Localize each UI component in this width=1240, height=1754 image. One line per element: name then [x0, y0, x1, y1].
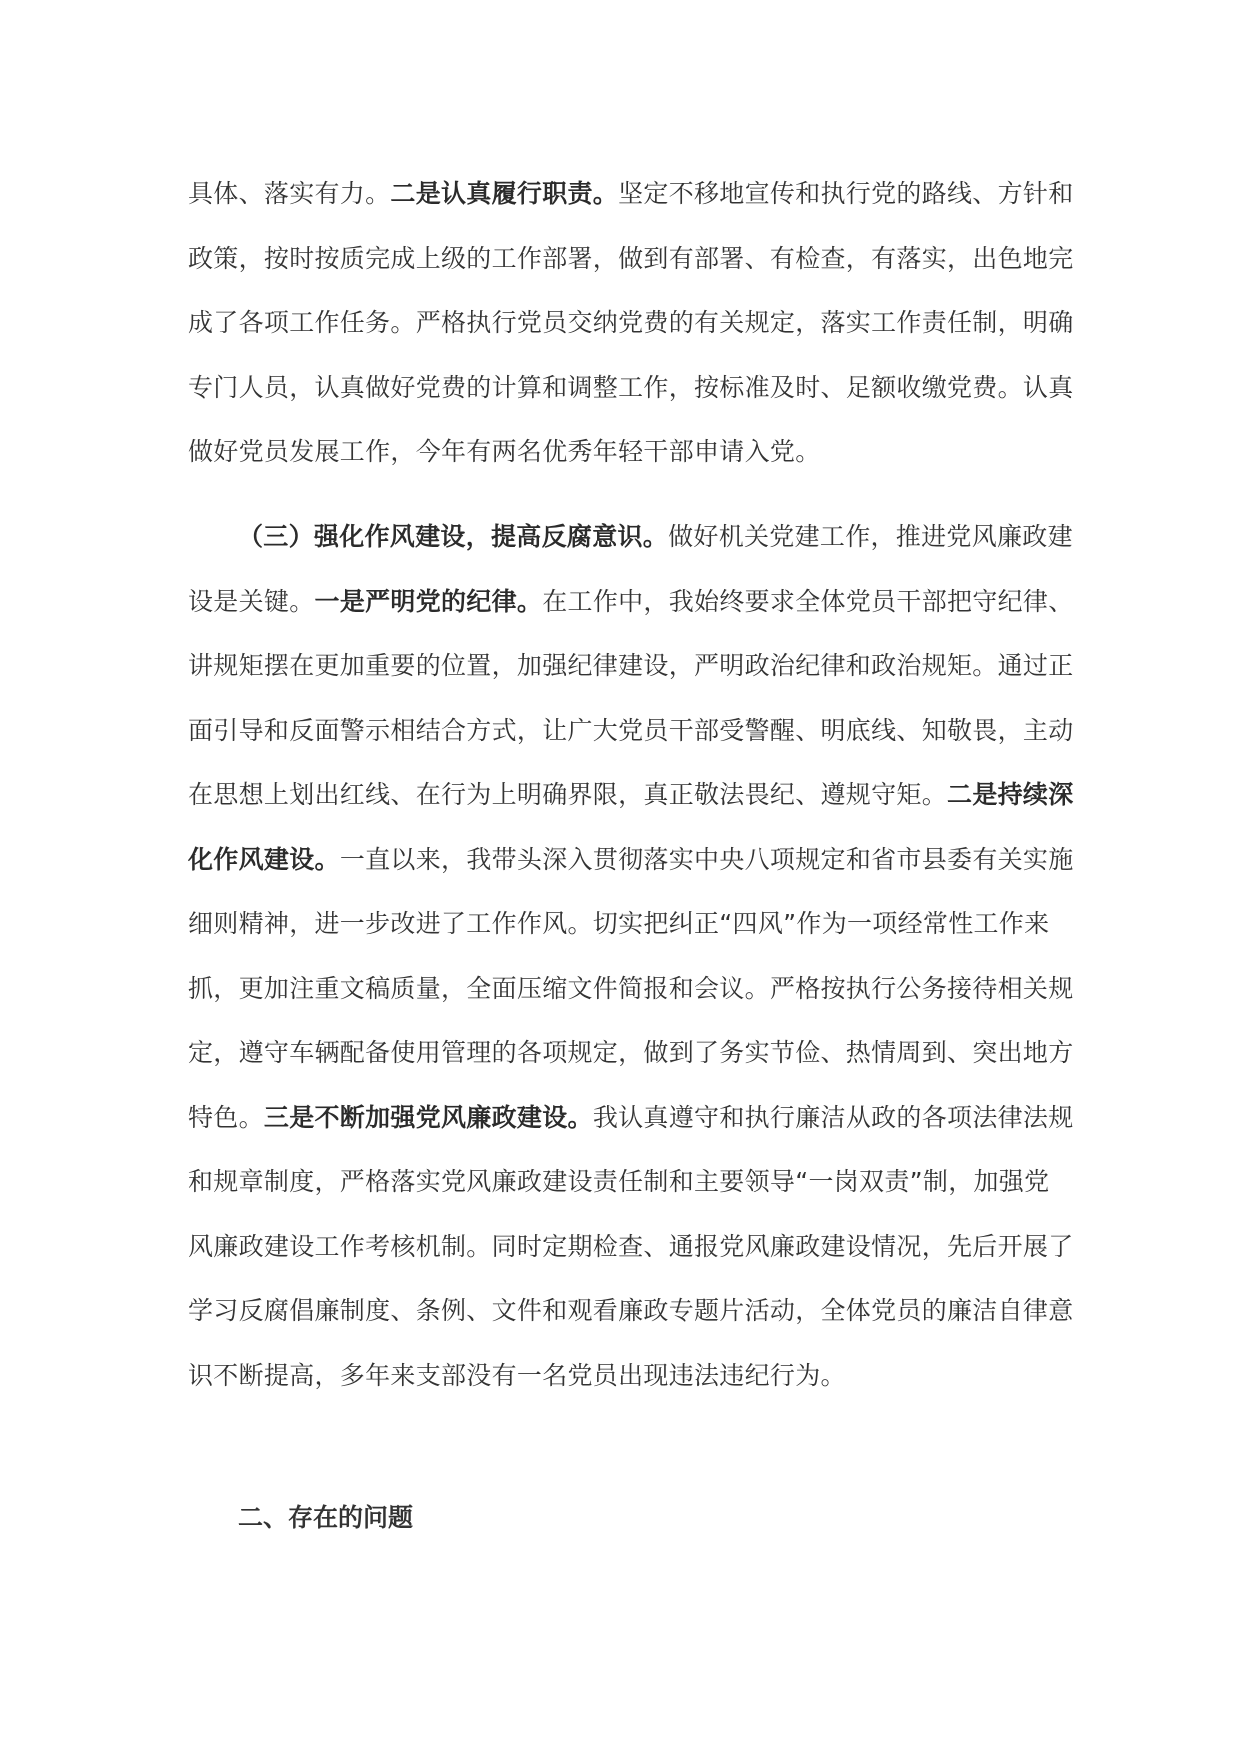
paragraph-duty-performance [188, 162, 1074, 485]
subsection-heading: （三）强化作风建设，提高反腐意识。 [238, 522, 669, 551]
paragraph-text: 在工作中，我始终要求全体党员干部把守纪律、讲规矩摆在更加重要的位置，加强纪律建设，严明政治纪律和政治规矩。通过正面引导和反面警示相结合方式，让广大党员干部受警醒、明底线、知敬畏，主动在思想上划出红线、在行为上明确界限，真正敬法畏纪、遵规守矩。 [188, 586, 1074, 809]
paragraph-text: 坚定不移地宣传和执行党的路线、方针和政策，按时按质完成上级的工作部署，做到有部署、有检查，有落实，出色地完成了各项工作任务。严格执行党员交纳党费的有关规定，落实工作责任制，明确专门人员，认真做好党费的计算和调整工作，按标准及时、足额收缴党费。认真做好党员发展工作，今年有两名优秀年轻干部申请入党。 [188, 179, 1074, 466]
bold-lead-phrase: 二是持续深化作风建设。 [188, 780, 1074, 874]
paragraph-work-style [188, 505, 1074, 1408]
bold-lead-phrase: 一是严明党的纪律。 [314, 586, 543, 616]
paragraph-text: 一直以来，我带头深入贯彻落实中央八项规定和省市县委有关实施细则精神，进一步改进了工作作风。切实把纠正“四风”作为一项经常性工作来抓，更加注重文稿质量，全面压缩文件简报和会议。严格按执行公务接待相关规定，遵守车辆配备使用管理的各项规定，做到了务实节俭、热情周到、突出地方特色。 [188, 844, 1074, 1132]
paragraph-text: 做好机关党建工作，推进党风廉政建设是关键。 [188, 522, 1073, 616]
section-heading: 二、存在的问题 [238, 1503, 414, 1532]
bold-lead-phrase: 二是认真履行职责。 [390, 179, 619, 208]
paragraph-text: 我认真遵守和执行廉洁从政的各项法律法规和规章制度，严格落实党风廉政建设责任制和主要领导“一岗双责”制，加强党风廉政建设工作考核机制。同时定期检查、通报党风廉政建设情况，先后开展了学习反腐倡廉制度、条例、文件和观看廉政专题片活动，全体党员的廉洁自律意识不断提高，多年来支部没有一名党员出现违法违纪行为。 [188, 1102, 1074, 1390]
bold-lead-phrase: 三是不断加强党风廉政建设。 [263, 1102, 593, 1132]
paragraph-text: 具体、落实有力。 [188, 179, 391, 208]
